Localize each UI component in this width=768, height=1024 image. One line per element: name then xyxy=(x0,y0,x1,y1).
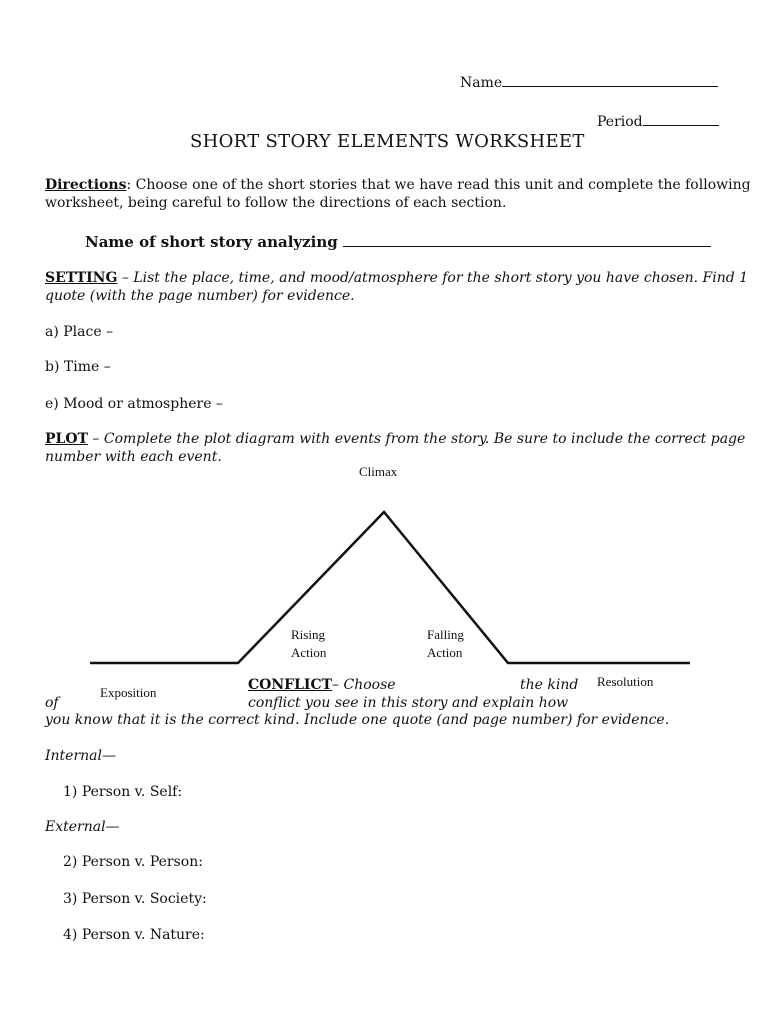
conflict-the-kind: the kind xyxy=(520,677,579,693)
conflict-of: of xyxy=(45,695,59,711)
person-v-person: 2) Person v. Person: xyxy=(63,854,203,870)
plot-text-1: – Complete the plot diagram with events from the story. Be sure to include the correct page xyxy=(87,431,746,447)
rising-action-label-2: Action xyxy=(291,645,327,660)
setting-text-1: – List the place, time, and mood/atmosphere for the short story you have chosen. Find 1 xyxy=(117,270,749,286)
internal-label: Internal— xyxy=(45,748,116,764)
plot-diagram-line xyxy=(90,512,690,663)
falling-action-label-1: Falling xyxy=(427,627,464,642)
directions-label: Directions xyxy=(45,177,127,193)
external-label: External— xyxy=(45,819,120,835)
conflict-line-1 xyxy=(248,676,396,694)
conflict-dash-text: – Choose xyxy=(332,677,396,693)
conflict-line-3: you know that it is the correct kind. Include one quote (and page number) for evidence. xyxy=(45,712,670,728)
falling-action-label-2: Action xyxy=(427,645,463,660)
rising-action-label-1: Rising xyxy=(291,627,325,642)
plot-heading: PLOT xyxy=(45,431,88,447)
period-label: Period xyxy=(597,114,643,130)
resolution-label: Resolution xyxy=(597,674,654,689)
setting-heading: SETTING xyxy=(45,270,118,286)
name-label: Name xyxy=(460,75,503,91)
setting-line-2: quote (with the page number) for evidence. xyxy=(45,288,355,304)
person-v-self: 1) Person v. Self: xyxy=(63,784,183,800)
setting-place: a) Place – xyxy=(45,324,114,340)
plot-line-2: number with each event. xyxy=(45,449,222,465)
setting-mood: e) Mood or atmosphere – xyxy=(45,396,223,412)
setting-time: b) Time – xyxy=(45,359,111,375)
directions-line-2: worksheet, being careful to follow the directions of each section. xyxy=(45,195,507,211)
conflict-heading: CONFLICT xyxy=(248,677,333,693)
page-title: SHORT STORY ELEMENTS WORKSHEET xyxy=(190,131,585,152)
climax-label: Climax xyxy=(359,464,398,479)
exposition-label: Exposition xyxy=(100,685,157,700)
conflict-line-2: conflict you see in this story and explain how xyxy=(248,695,569,711)
directions-text-1: : Choose one of the short stories that we have read this unit and complete the following xyxy=(126,177,751,193)
story-name-label: Name of short story analyzing xyxy=(85,233,338,251)
person-v-nature: 4) Person v. Nature: xyxy=(63,927,205,943)
person-v-society: 3) Person v. Society: xyxy=(63,891,207,907)
